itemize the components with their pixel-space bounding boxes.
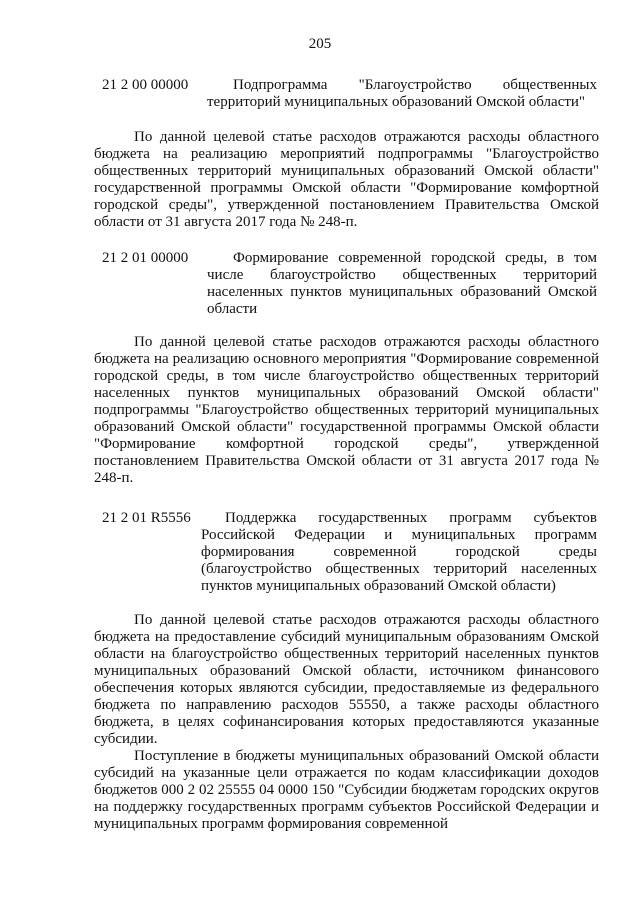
page-number: 205	[308, 36, 332, 52]
article-code: 21 2 00 00000	[102, 77, 189, 93]
article-title: Поддержка государственных программ субъектов Российской Федерации и муниципальных программ формирования современной городской среды (благоустройство общественных территорий населенных пунктов муниципальных образований Омской области)	[201, 510, 597, 594]
article-code: 21 2 01 R5556	[102, 510, 191, 526]
article-description: Поступление в бюджеты муниципальных образований Омской области субсидий на указанные цели отражается по кодам классификации доходов бюджетов 000 2 02 25555 04 0000 150 "Субсидии бюджетам городских округов на поддержку государственных программ субъектов Российской Федерации и муниципальных программ формирования современной	[94, 748, 599, 832]
article-description: По данной целевой статье расходов отражаются расходы областного бюджета на реализацию основного мероприятия "Формирование современной городской среды, в том числе благоустройство общественных территорий населенных пунктов муниципальных образований Омской области" подпрограммы "Благоустройство общественных территорий муниципальных образований Омской области" государственной программы Омской области "Формирование комфортной городской среды", утвержденной постановлением Правительства Омской области от 31 августа 2017 года № 248-п.	[94, 334, 599, 486]
article-title: Формирование современной городской среды, в том числе благоустройство общественных территорий населенных пунктов муниципальных образований Омской области	[207, 250, 597, 317]
article-title: Подпрограмма "Благоустройство общественных территорий муниципальных образований Омской области"	[207, 77, 597, 110]
article-description: По данной целевой статье расходов отражаются расходы областного бюджета на предоставление субсидий муниципальным образованиям Омской области на благоустройство общественных территорий населенных пунктов муниципальных образований Омской области, источником финансового обеспечения которых являются субсидии, предоставляемые из федерального бюджета по направлению расходов 55550, а также расходы областного бюджета, в целях софинансирования которых предоставляются указанные субсидии.	[94, 612, 599, 747]
article-code: 21 2 01 00000	[102, 250, 189, 266]
article-description: По данной целевой статье расходов отражаются расходы областного бюджета на реализацию мероприятий подпрограммы "Благоустройство общественных территорий муниципальных образований Омской области" государственной программы Омской области "Формирование комфортной городской среды", утвержденной постановлением Правительства Омской области от 31 августа 2017 года № 248-п.	[94, 129, 599, 230]
